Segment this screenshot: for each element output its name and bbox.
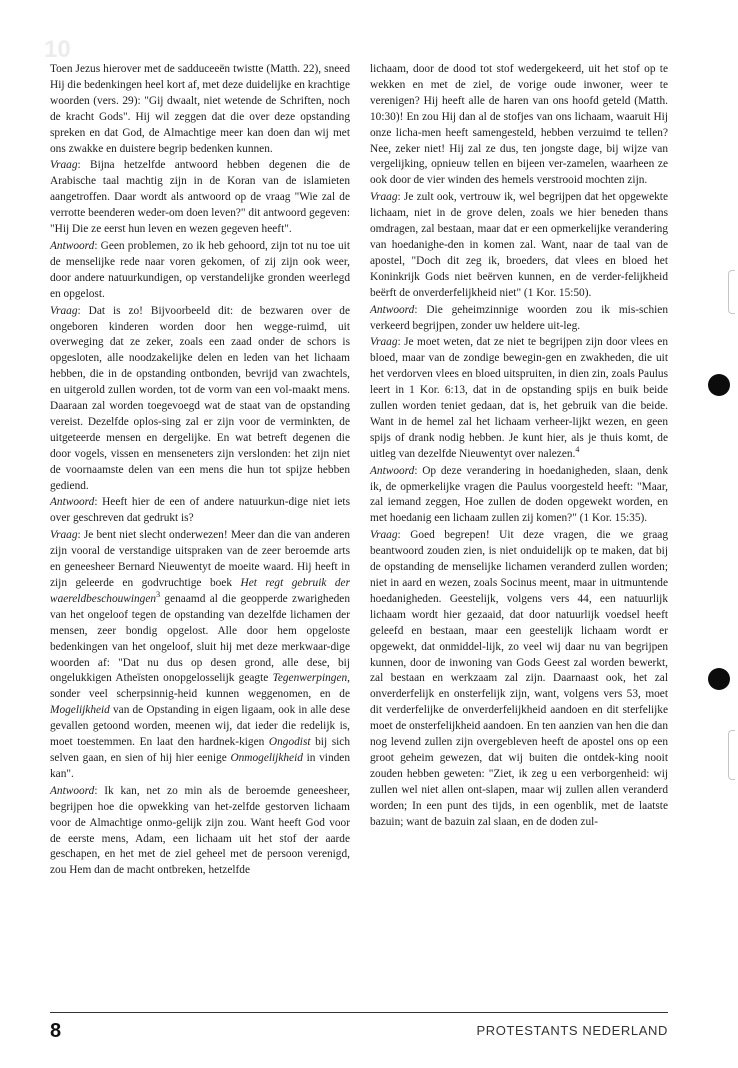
paragraph — [50, 158, 350, 238]
speaker-label: Vraag — [370, 336, 398, 349]
paragraph: lichaam, door de dood tot stof wedergekeerd, uit het stof op te wekken en met de ziel, de vorige oude inwoner, weer te verenigen? Hij heeft alle de haren van ons hoofd geteld (Matth. 10:30)! En zou Hij dan al de stofjes van ons lichaam, waaruit Hij onze licha-men heeft samengesteld, hebben verzuimd te tellen? Nee, zeker niet! Hij zal ze dus, ten jongste dage, bij wijze van vergelijking, opnieuw tellen en bijeen ver-zamelen, waarheen ze ook door de vier winden des hemels verstrooid mochten zijn. — [370, 63, 668, 187]
footer-divider — [50, 1012, 668, 1013]
footnote-ref: 4 — [575, 444, 580, 454]
paragraph-text: : Goed begrepen! Uit deze vragen, die we graag beantwoord zouden zien, is niet onduidelijk op te maken, dat bij de opstanding de menselijke lichamen veranderd zullen worden; niet in aard en wezen, zoals Socinus meent, maar in uitmuntende hoedanigheden. Geestelijk, volgens vers 44, een natuurlijk lichaam wordt hier gezaaid, dat door natuurlijk voedsel heeft geleefd en bestaan, maar een geestelijk lichaam wordt er opgewekt, dat onmiddel-lijk, zo veel wij daar nu van begrijpen kunnen, door de inwoning van Gods Geest zal worden bewerkt, zal bestaan en werkzaam zal zijn. Daarnaast ook, het zal onverderfelijk en onsterfelijk zijn, want, volgens vers 53, moet dit verderfelijke de onverderfelijkheid aandoen en dit sterfelijke moet de onsterfelijkheid aandoen. En ten aanzien van hen die dan nog levend zullen zijn overgebleven heeft de apostel ons op een groot geheim gewezen, dat wij buiten die ontdek-king nooit zouden hebben geweten: "Ziet, ik zeg u een verborgenheid: wij zullen wel niet allen ont-slapen, maar wij zullen allen veranderd worden; In een punt des tijds, in een ogenblik, met de laatste bazuin; want de bazuin zal slaan, en de doden zul- — [370, 529, 668, 828]
speaker-label: Antwoord — [50, 784, 95, 797]
speaker-label: Vraag — [50, 159, 78, 172]
paragraph-text: : Geen problemen, zo ik heb gehoord, zijn tot nu toe uit de menselijke rede naar voren gekomen, of zij zijn ook weer, door andere natuurkundigen, op verstandelijke gronden weerlegd en opgelost. — [50, 239, 350, 300]
page-edge-mark — [728, 270, 735, 314]
paragraph — [370, 335, 668, 462]
right-column — [370, 62, 668, 831]
paragraph-text: : Je zult ook, vertrouw ik, wel begrijpen dat het opgewekte lichaam, niet in de grove delen, zoals we hier beneden thans omdragen, zal bestaan, maar dat er een opmerkelijke verandering van hoedanighe-den in komen zal. Want, naar de taal van de apostel, "Doch dit zeg ik, broeders, dat vlees en bloed het Koninkrijk Gods niet beërven kunnen, en de verder-felijkheid beërft de onverderfelijkheid niet" (1 Kor. 15:50). — [370, 191, 668, 299]
paragraph — [50, 239, 350, 303]
speaker-label: Antwoord — [50, 496, 95, 509]
italic-term: Tegenwerpingen — [272, 672, 348, 685]
paragraph-text: : Je moet weten, dat ze niet te begrijpen zijn door vlees en bloed, maar van de zondige bewegin-gen en zwakheden, die uit het verdorven vlees en bloed uitspruiten, in dien zin, zoals Paulus leert in 1 Kor. 6:13, dat in de opstanding spijs en buik beide zullen worden teniet gedaan, dat is, het gebruik van die beide. Want in de hemel zal het lichaam verheer-lijkt wezen, en geen spijs of drank nodig hebben. Je kunt hier, als je thuis komt, de uitleg van dezelfde Nieuwentyt over nalezen. — [370, 336, 668, 460]
paragraph-text: : Die geheimzinnige woorden zou ik mis-schien verkeerd begrijpen, zonder uw heldere uit-leg. — [370, 303, 668, 332]
paragraph — [370, 464, 668, 528]
paragraph-text: : Dat is zo! Bijvoorbeeld dit: de bezwaren over de ongeboren kinderen worden door hen wegge-ruimd, uit overweging dat ze zeker, zoals een zaad onder de schors is opgesloten, alle noodzakelijke delen en leden van het lichaam hebben, die in de opstanding ontbonden, bevrijd van zwachtels, en uitgerold zullen worden, tot de vorm van een vol-maakt mens. Daaraan zal worden toegevoegd wat de staat van de opstanding vereist. Dezelfde oplos-sing zal er zijn voor de verminkten, de uitgeteerde mensen en dergelijke. En wat betreft degenen die door vogels, vissen en menseneters zijn verslonden: het zijn niet de voornaamste delen van een mens die hun tot spijze hebben gediend. — [50, 304, 350, 492]
left-column — [50, 62, 350, 879]
speaker-label: Vraag — [370, 191, 398, 204]
paragraph — [370, 190, 668, 301]
paragraph-text: , sonder veel scherpsinnig-heid kunnen weggenomen, en de — [50, 672, 350, 701]
paragraph-text: : Ik kan, net zo min als de beroemde geneesheer, begrijpen hoe die opwekking van het-zelfde gestorven lichaam voor de Almachtige onmo-gelijk zijn zou. Want heeft God voor de eerste mens, Adam, een lichaam uit het stof der aarde geschapen, en het met de ziel geheel met de persoon verenigd, zou Hem dan de macht ontbreken, hetzelfde — [50, 784, 350, 877]
page-edge-mark — [728, 730, 735, 780]
paragraph-text: : Je bent niet slecht onderwezen! Meer dan die van anderen zijn vooral de verstandige uitspraken van de zeer beroemde arts en geneesheer Bernard Nieuwentyt de moeite waard. Hij heeft in zijn geleerde en godvruchtige boek — [50, 529, 350, 589]
speaker-label: Antwoord — [370, 303, 415, 316]
speaker-label: Vraag — [370, 529, 398, 542]
paragraph — [370, 528, 668, 830]
magazine-title: PROTESTANTS NEDERLAND — [476, 1023, 668, 1038]
page-number: 8 — [50, 1020, 62, 1042]
speaker-label: Antwoord — [50, 239, 95, 252]
punch-hole-icon — [708, 374, 730, 396]
italic-term: Ongodist — [268, 736, 311, 749]
paragraph — [50, 304, 350, 495]
paragraph-text: : Op deze verandering in hoedanigheden, slaan, denk ik, de opmerkelijke vragen die Paulus voorgesteld heeft: "Maar, zal iemand zeggen, Hoe zullen de doden opgewekt worden, en met hoedanig een lichaam zullen zij komen?" (1 Kor. 15:35). — [370, 464, 668, 525]
italic-term: Onmogelijkheid — [230, 751, 303, 764]
paragraph: Toen Jezus hierover met de sadduceeën twistte (Matth. 22), sneed Hij die bedenkingen heel kort af, met deze duidelijke en krachtige woorden (vers. 29): "Gij dwaalt, niet wetende de Schriften, noch de kracht Gods". Hij wil zeggen dat die over deze opstanding spreken en dat God, de Almachtige meer kan doen dan wij met ons zwakke en duistere begrip bedenken kunnen. — [50, 63, 350, 155]
footnote-ref: 3 — [156, 590, 161, 600]
paragraph-text: : Heeft hier de een of andere natuurkun-dige niet iets over geschreven dat gedrukt is? — [50, 496, 350, 525]
punch-hole-icon — [708, 668, 730, 690]
ghost-page-number: 10 — [44, 36, 71, 63]
paragraph-text: van de Opstanding in eigen ligaam, ook in alle dese gevallen getoond worden, meenen wij, dat ieder die redelijk is, moet toestemmen. En laat den hardnek-kigen — [50, 704, 350, 749]
speaker-label: Antwoord — [370, 464, 415, 477]
paragraph — [50, 528, 350, 783]
paragraph — [50, 495, 350, 527]
speaker-label: Vraag — [50, 304, 78, 317]
paragraph — [50, 784, 350, 879]
speaker-label: Vraag — [50, 529, 78, 542]
italic-term: Mogelijkheid — [50, 704, 110, 717]
book-title: Het regt gebruik der waereldbeschouwingen — [50, 577, 351, 605]
paragraph-text: genaamd al die geopperde zwarigheden van het ongeloof tegen de opstanding van dezelfde lichamen der mensen, zeer bondig opgelost. Alle door hem opgeloste bedenkingen van het ongeloof, sluit hij met deze merkwaar-dige woorden af: "Dat nu dus op desen grond, alle dese, bij ongelukkigen Atheïsten onopgelosselijk geagte — [50, 592, 350, 685]
paragraph — [370, 303, 668, 335]
paragraph-text: in vinden kan". — [50, 751, 350, 780]
paragraph-text: : Bijna hetzelfde antwoord hebben degenen die de Arabische taal machtig zijn in de Koran van de islamieten aangetroffen. Daar wordt als antwoord op de vraag "Wie zal de verrotte beenderen weder-om doen leven?" dit antwoord gegeven: "Hij Die ze eerst hun leven en wezen gegeven heeft". — [50, 159, 350, 236]
paragraph-text: bij sich selven gaan, en sien of hij hier eenige — [50, 736, 350, 764]
